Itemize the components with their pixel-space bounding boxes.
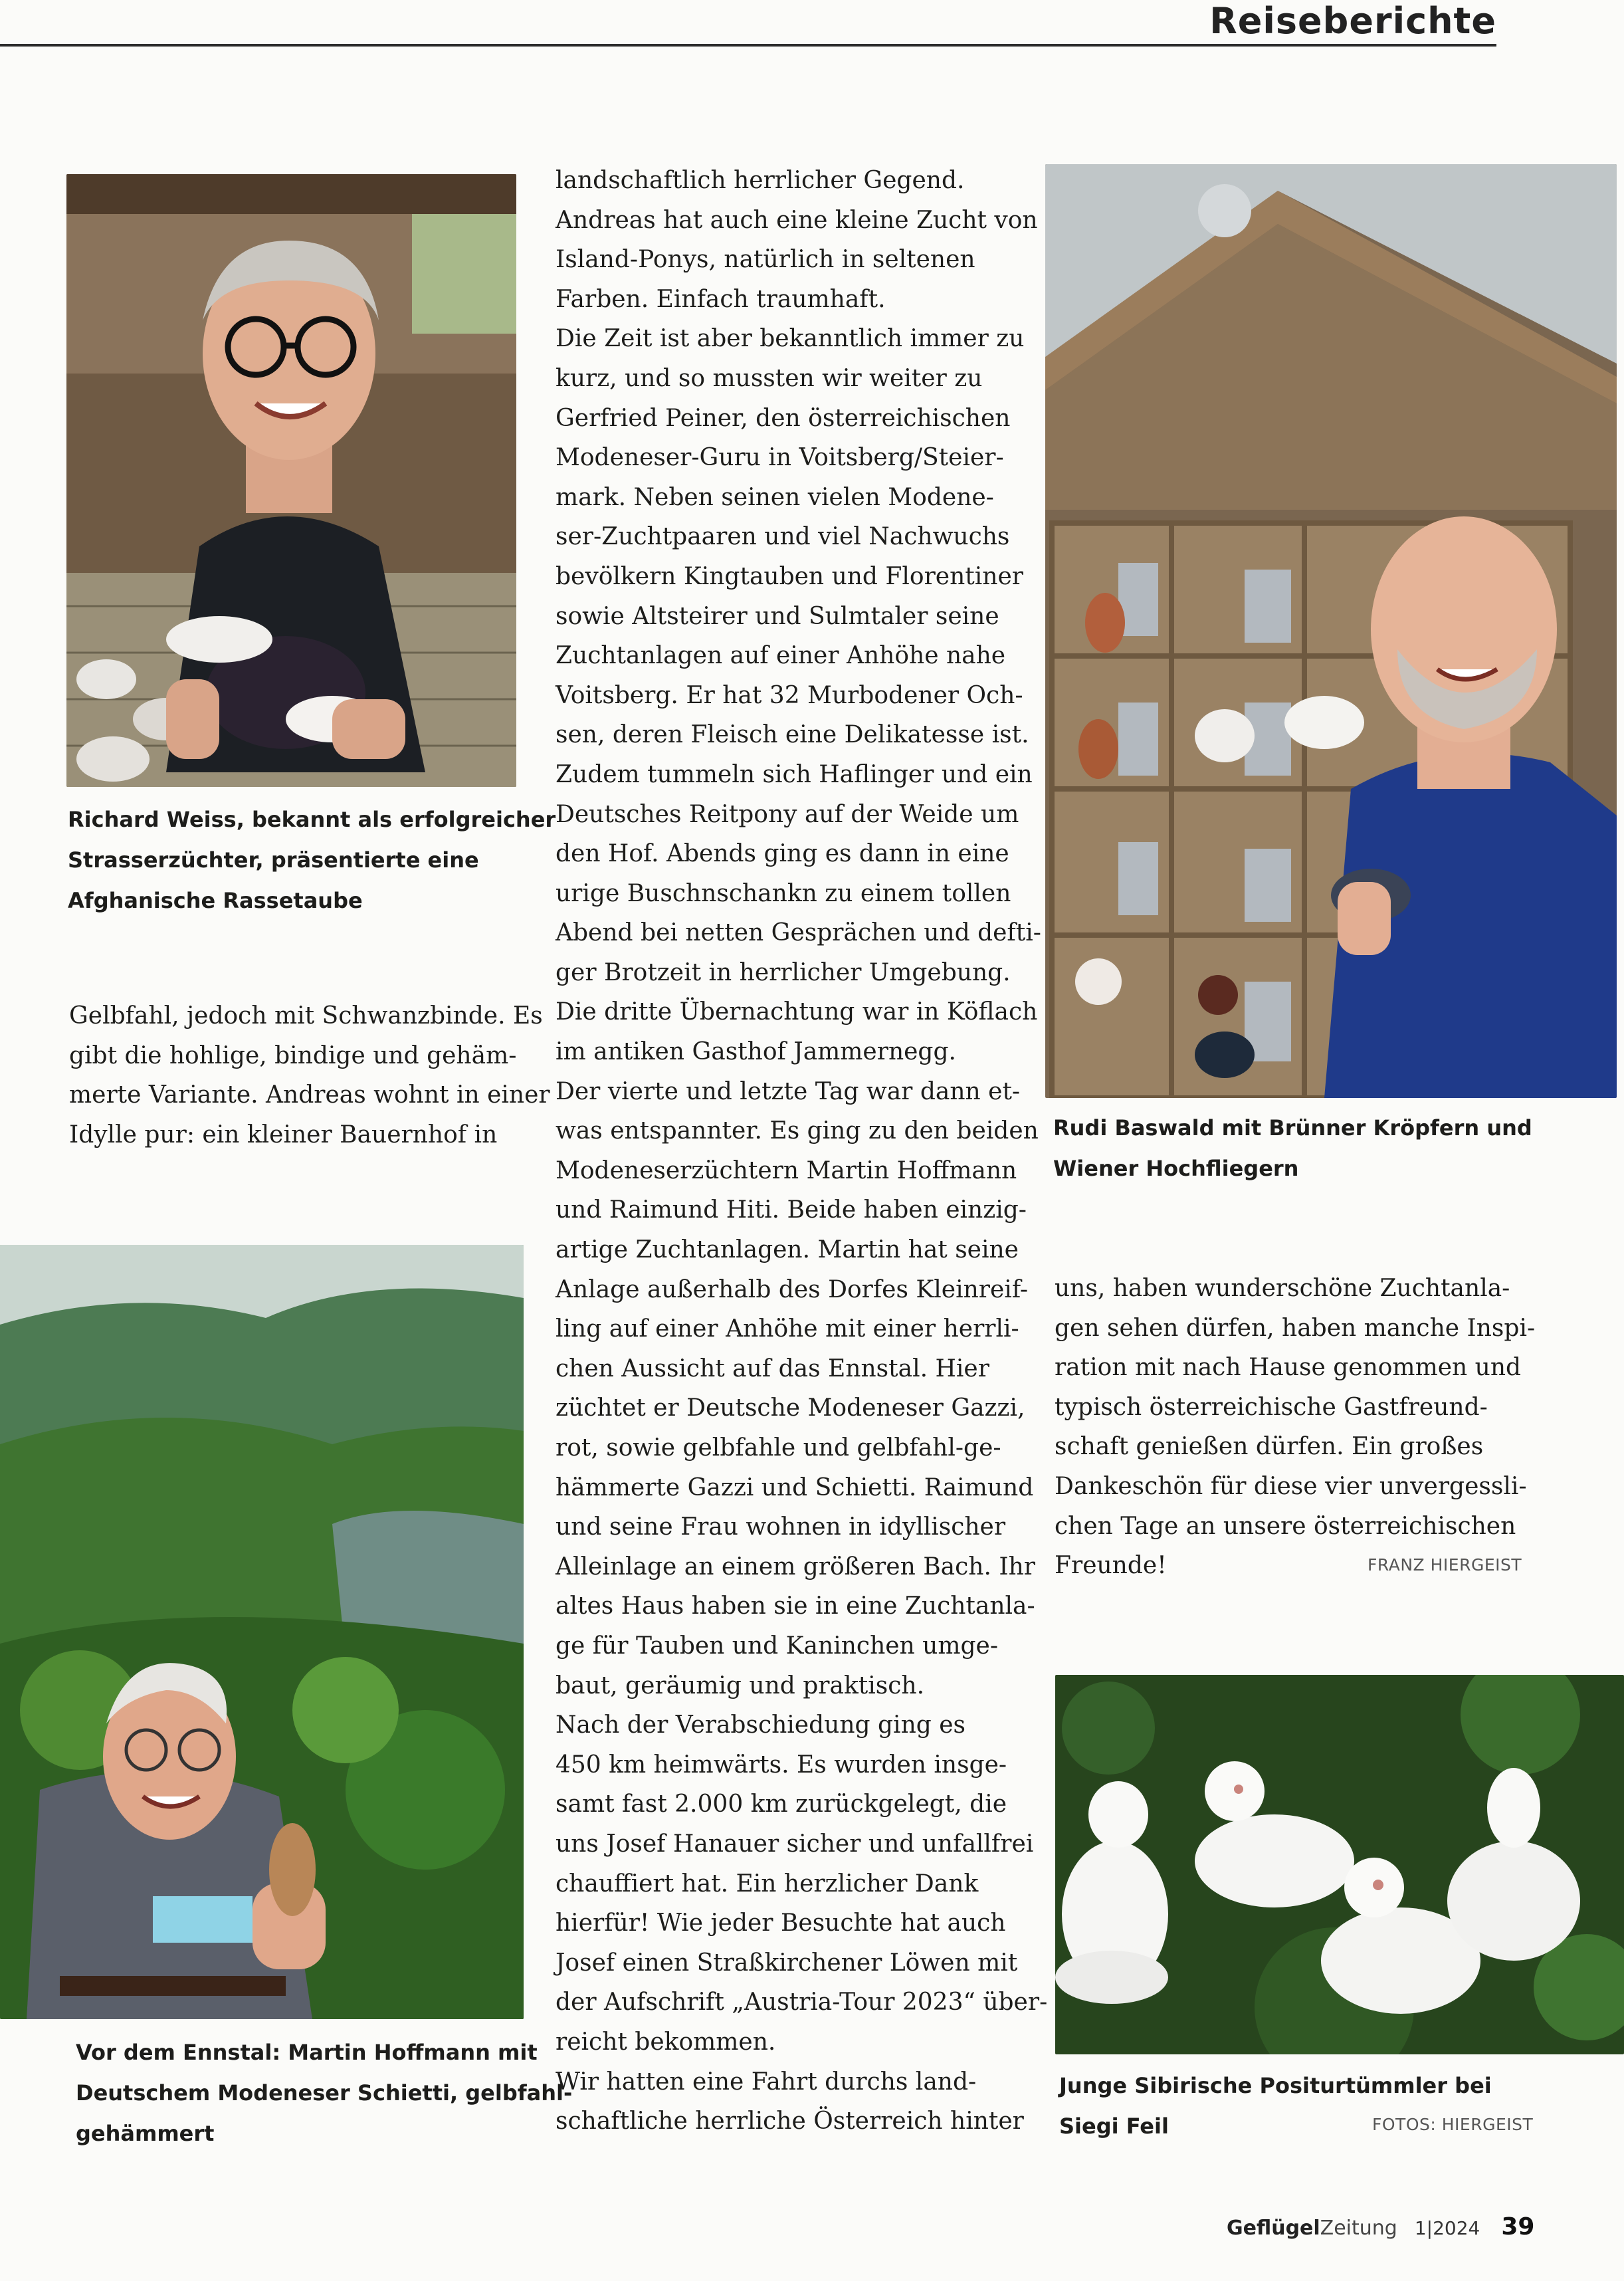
page-number: 39: [1501, 2213, 1535, 2240]
text-line: Dankeschön für diese vier unvergessli-: [1055, 1472, 1527, 1500]
author-credit: FRANZ HIERGEIST: [1368, 1555, 1522, 1575]
text-line: bevölkern Kingtauben und Florentiner: [556, 562, 1023, 590]
text-line: urige Buschnschankn zu einem tollen: [556, 879, 1011, 907]
text-line: was entspannter. Es ging zu den beiden: [556, 1117, 1039, 1145]
photo-rudi-baswald-image: [1045, 164, 1617, 1098]
text-line: schaftliche herrliche Österreich hinter: [556, 2108, 1024, 2135]
text-line: Nach der Verabschiedung ging es: [556, 1711, 966, 1739]
text-line: Zudem tummeln sich Haflinger und ein: [556, 760, 1033, 788]
text-line: typisch österreichische Gastfreund-: [1055, 1393, 1488, 1421]
text-line: Modeneser-Guru in Voitsberg/Steier-: [556, 444, 1004, 472]
text-line: Anlage außerhalb des Dorfes Kleinreif-: [556, 1275, 1029, 1303]
text-line: reicht bekommen.: [556, 2028, 776, 2056]
issue-number: 1|2024: [1414, 2217, 1480, 2239]
text-line: Zuchtanlagen auf einer Anhöhe nahe: [556, 642, 1006, 670]
text-line: altes Haus haben sie in eine Zuchtanla-: [556, 1592, 1035, 1620]
text-line: gen sehen dürfen, haben manche Inspi-: [1055, 1314, 1536, 1342]
text-line: Deutsches Reitpony auf der Weide um: [556, 800, 1019, 828]
text-line: Abend bei netten Gesprächen und defti-: [556, 919, 1041, 947]
text-line: im antiken Gasthof Jammernegg.: [556, 1038, 956, 1066]
caption-rudi-baswald: Rudi Baswald mit Brünner Kröpfern und Wiener Hochfliegern: [1053, 1115, 1532, 1181]
photo-richard-weiss: [66, 174, 516, 787]
text-line: den Hof. Abends ging es dann in eine: [556, 840, 1009, 868]
text-line: baut, geräumig und praktisch.: [556, 1672, 925, 1699]
text-line: chen Aussicht auf das Ennstal. Hier: [556, 1355, 989, 1382]
text-line: hämmerte Gazzi und Schietti. Raimund: [556, 1473, 1034, 1501]
text-line: landschaftlich herrlicher Gegend.: [556, 167, 965, 194]
text-line: uns Josef Hanauer sicher und unfallfrei: [556, 1830, 1034, 1858]
text-line: Modeneserzüchtern Martin Hoffmann: [556, 1156, 1017, 1184]
header-rule: [0, 44, 1496, 47]
text-line: sen, deren Fleisch eine Delikatesse ist.: [556, 721, 1029, 749]
text-line: uns, haben wunderschöne Zuchtanla-: [1055, 1275, 1510, 1302]
text-line: ling auf einer Anhöhe mit einer herrli-: [556, 1315, 1019, 1343]
text-line: ger Brotzeit in herrlicher Umgebung.: [556, 958, 1011, 986]
page-footer: [1227, 2213, 1534, 2240]
text-line: Freunde!: [1055, 1552, 1167, 1580]
text-line: und Raimund Hiti. Beide haben einzig-: [556, 1196, 1027, 1224]
text-line: Farben. Einfach traumhaft.: [556, 285, 886, 313]
text-line: kurz, und so mussten wir weiter zu: [556, 364, 983, 392]
text-line: Voitsberg. Er hat 32 Murbodener Och-: [556, 681, 1023, 709]
article-column-3: [1055, 1269, 1535, 1586]
photo-rudi-baswald: [1045, 164, 1617, 1098]
text-line: merte Variante. Andreas wohnt in einer: [69, 1081, 550, 1109]
section-title: Reiseberichte: [1209, 0, 1496, 42]
text-line: Idylle pur: ein kleiner Bauernhof in: [69, 1121, 498, 1148]
caption-martin-hoffmann: Vor dem Ennstal: Martin Hoffmann mit Deutschem Modeneser Schietti, gelbfahl- gehämmert: [76, 2040, 573, 2146]
text-line: mark. Neben seinen vielen Modene-: [556, 483, 994, 511]
photo-martin-hoffmann: [0, 1245, 524, 2019]
text-line: 450 km heimwärts. Es wurden insge-: [556, 1751, 1007, 1779]
magazine-name-bold: Geflügel: [1227, 2217, 1320, 2240]
photo-white-pigeons: [1055, 1675, 1624, 2054]
text-line: Wir hatten eine Fahrt durchs land-: [556, 2068, 977, 2096]
photo-credit: FOTOS: HIERGEIST: [1372, 2115, 1534, 2134]
photo-white-pigeons-image: [1055, 1675, 1624, 2054]
text-line: rot, sowie gelbfahle und gelbfahl-ge-: [556, 1434, 1001, 1462]
article-column-2: [556, 161, 1047, 2141]
text-line: samt fast 2.000 km zurückgelegt, die: [556, 1791, 1007, 1818]
text-line: Alleinlage an einem größeren Bach. Ihr: [556, 1553, 1035, 1580]
caption-richard-weiss: Richard Weiss, bekannt als erfolgreicher Strasserzüchter, präsentierte eine Afghanische Rassetaube: [68, 807, 556, 913]
article-column-1: [69, 996, 550, 1154]
magazine-name-light: Zeitung: [1320, 2217, 1397, 2240]
text-line: der Aufschrift „Austria-Tour 2023“ über-: [556, 1989, 1048, 2016]
text-line: Island-Ponys, natürlich in seltenen: [556, 246, 975, 274]
text-line: hierfür! Wie jeder Besuchte hat auch: [556, 1909, 1006, 1937]
text-line: artige Zuchtanlagen. Martin hat seine: [556, 1236, 1019, 1264]
text-line: chen Tage an unsere österreichischen: [1055, 1512, 1516, 1540]
text-line: Gelbfahl, jedoch mit Schwanzbinde. Es: [69, 1002, 543, 1030]
text-line: chauffiert hat. Ein herzlicher Dank: [556, 1870, 979, 1898]
caption-white-pigeons: Junge Sibirische Positurtümmler bei Siegi Feil: [1059, 2073, 1492, 2139]
text-line: Die dritte Übernachtung war in Köflach: [556, 998, 1038, 1026]
text-line: Josef einen Straßkirchener Löwen mit: [556, 1949, 1018, 1977]
text-line: ge für Tauben und Kaninchen umge-: [556, 1632, 999, 1660]
text-line: Die Zeit ist aber bekanntlich immer zu: [556, 325, 1025, 353]
text-line: Andreas hat auch eine kleine Zucht von: [556, 206, 1038, 234]
photo-martin-hoffmann-image: [0, 1245, 524, 2019]
photo-richard-weiss-image: [66, 174, 516, 787]
text-line: ration mit nach Hause genommen und: [1055, 1354, 1522, 1382]
text-line: Der vierte und letzte Tag war dann et-: [556, 1077, 1021, 1105]
text-line: Gerfried Peiner, den österreichischen: [556, 404, 1011, 432]
text-line: sowie Altsteirer und Sulmtaler seine: [556, 602, 999, 630]
text-line: züchtet er Deutsche Modeneser Gazzi,: [556, 1394, 1025, 1422]
text-line: schaft genießen dürfen. Ein großes: [1055, 1433, 1484, 1461]
text-line: ser-Zuchtpaaren und viel Nachwuchs: [556, 523, 1010, 551]
text-line: gibt die hohlige, bindige und gehäm-: [69, 1041, 517, 1069]
text-line: und seine Frau wohnen in idyllischer: [556, 1513, 1006, 1541]
